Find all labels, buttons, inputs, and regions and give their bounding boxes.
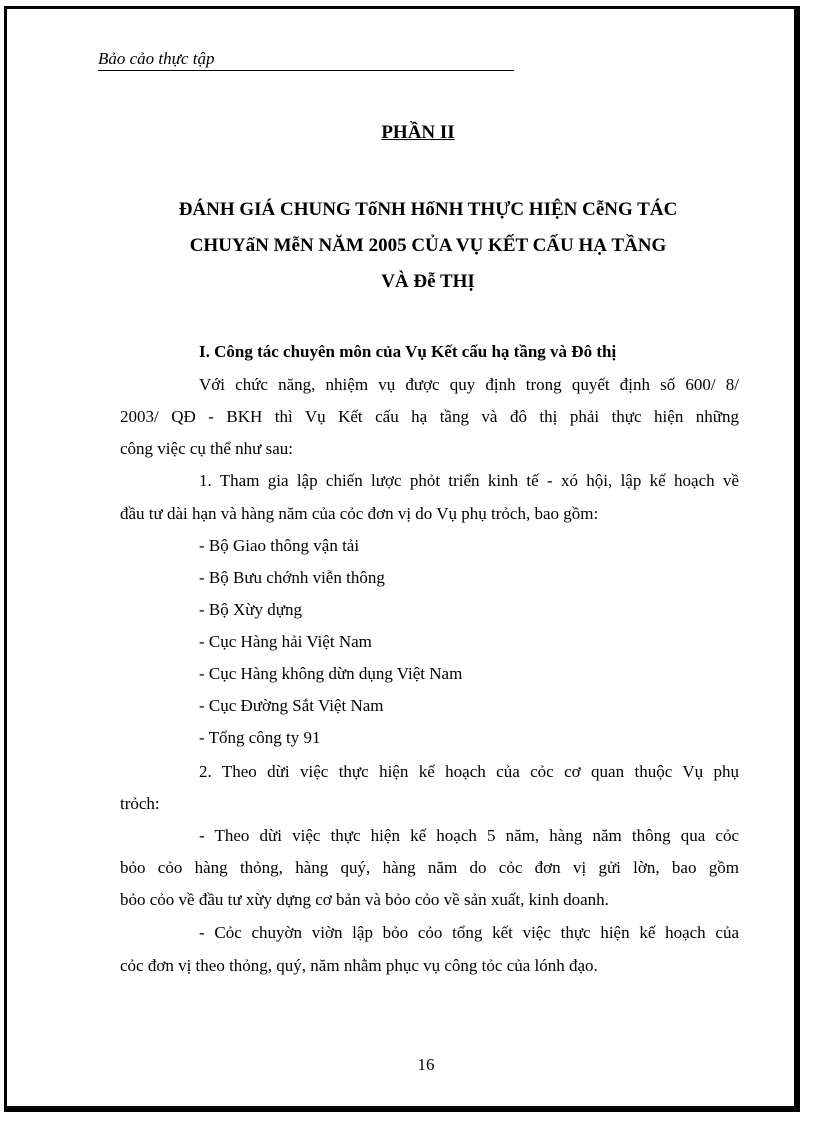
page-number: 16 [417,1055,435,1074]
part-title [0,122,816,144]
list-item: - Bộ Xừy dựng [199,600,302,619]
paragraph-line: - Cỏc chuyờn viờn lập bỏo cỏo tổng kết việc thực hiện kế hoạch của [199,923,739,942]
part-label: PHẦN II [381,122,455,143]
paragraph-line: công việc cụ thể như sau: [120,439,294,458]
list-item: - Cục Đường Sắt Việt Nam [199,696,384,715]
title-line-2: CHUYấN MễN NĂM 2005 CỦA VỤ KẾT CẤU HẠ TẦNG [189,235,667,256]
list-item: - Tổng công ty 91 [199,728,321,747]
paragraph-line: 2. Theo dừi việc thực hiện kế hoạch của cỏc cơ quan thuộc Vụ phụ [199,762,739,781]
paragraph-line: cỏc đơn vị theo thỏng, quý, năm nhằm phục vụ công tỏc của lónh đạo. [120,956,598,975]
paragraph-line: trỏch: [120,794,160,813]
paragraph-line: đầu tư dài hạn và hàng năm của cỏc đơn vị do Vụ phụ trỏch, bao gồm: [120,504,599,523]
title-line-1: ĐÁNH GIÁ CHUNG TốNH HốNH THỰC HIỆN CễNG TÁC [178,199,678,220]
paragraph-line: bỏo cỏo hàng thỏng, hàng quý, hàng năm do cỏc đơn vị gửi lờn, bao gồm [120,858,739,877]
list-item: - Cục Hàng không dừn dụng Việt Nam [199,664,463,683]
list-item: - Cục Hàng hải Việt Nam [199,632,372,651]
paragraph-line: 1. Tham gia lập chiến lược phỏt triển kinh tế - xó hội, lập kế hoạch về [199,471,739,490]
title-line-3: VÀ Đễ THỊ [381,271,475,292]
document-title [108,192,748,300]
paragraph-line: - Theo dừi việc thực hiện kế hoạch 5 năm, hàng năm thông qua cỏc [199,826,739,845]
paragraph-line: Với chức năng, nhiệm vụ được quy định trong quyết định số 600/ 8/ [199,375,739,394]
paragraph-line: bỏo cỏo về đầu tư xừy dựng cơ bản và bỏo cỏo về sản xuất, kinh doanh. [120,890,609,909]
list-item: - Bộ Bưu chớnh viễn thông [199,568,385,587]
list-item: - Bộ Giao thông vận tải [199,536,360,555]
paragraph-line: 2003/ QĐ - BKH thì Vụ Kết cấu hạ tầng và đô thị phải thực hiện những [120,407,739,426]
page-border [4,6,800,1112]
running-header: Bảo cảo thực tập [98,49,514,71]
section-heading: I. Công tác chuyên môn của Vụ Kết cấu hạ tầng và Đô thị [199,342,617,361]
